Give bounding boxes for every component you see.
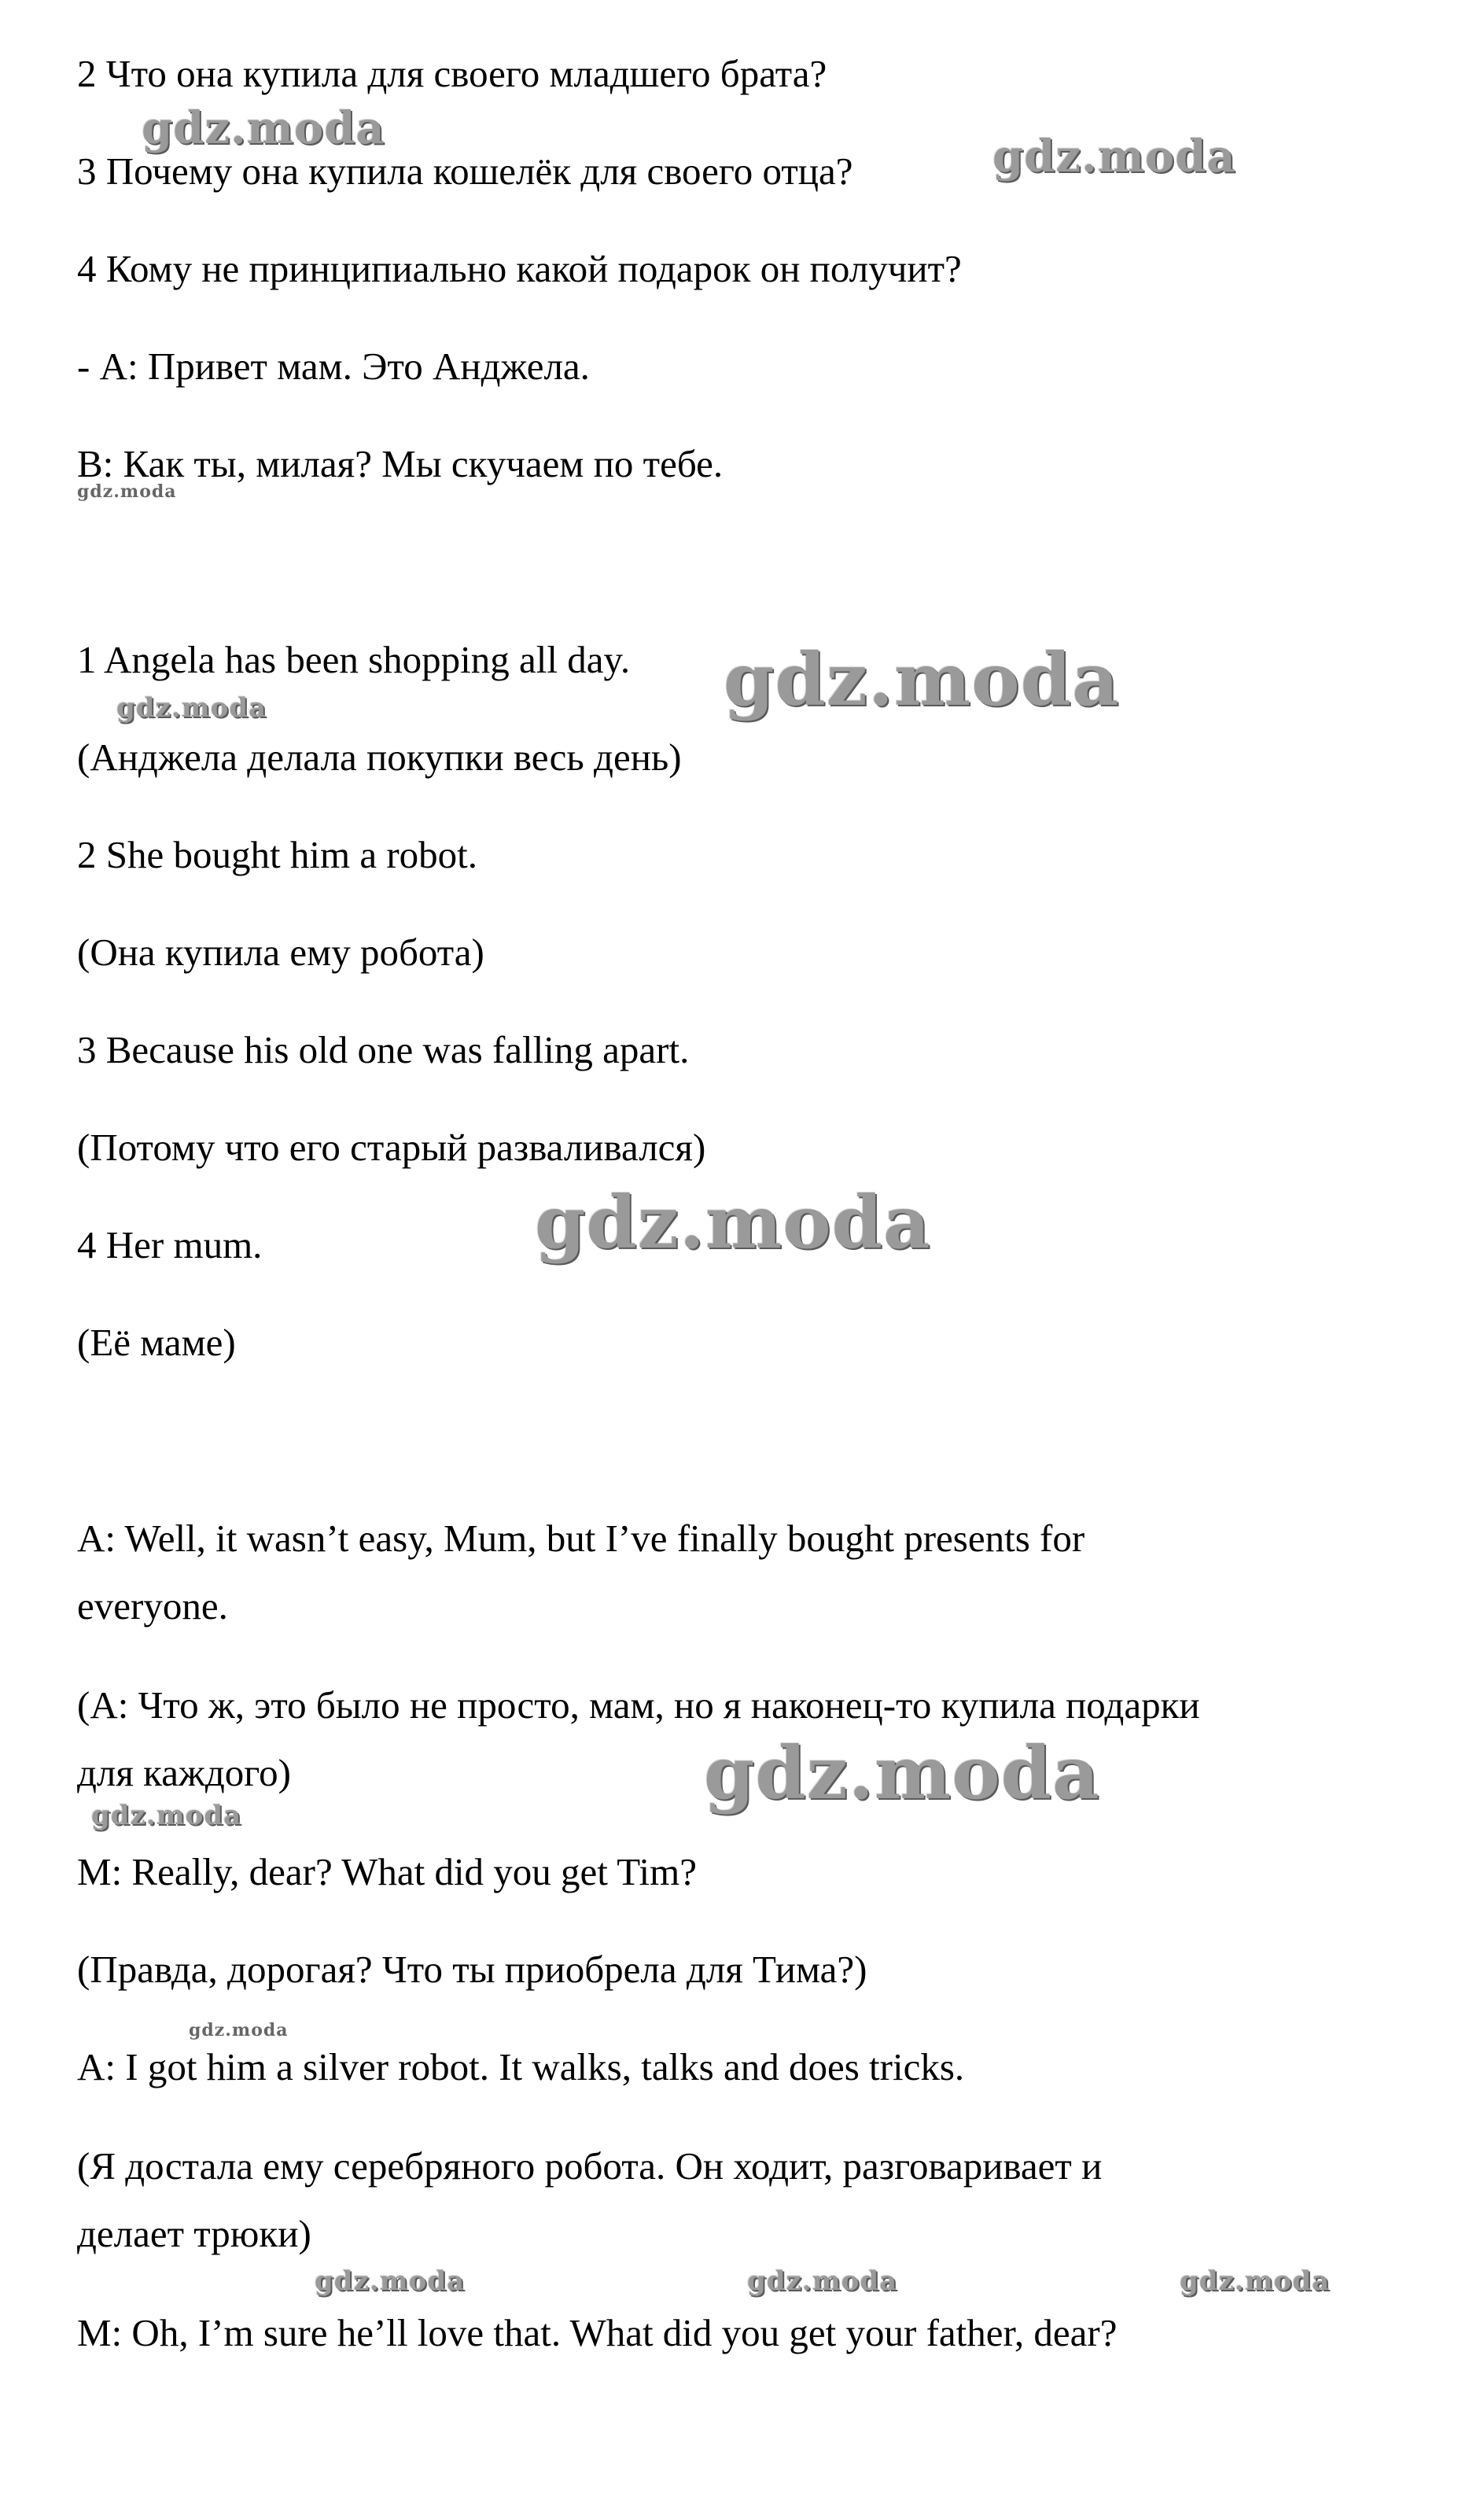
text-line: 2 Что она купила для своего младшего брата? (77, 52, 827, 95)
watermark: gdz.moda (724, 637, 1120, 722)
text-line: everyone. (77, 1584, 228, 1628)
text-line: для каждого) (77, 1751, 291, 1794)
text-line: 4 Кому не принципиально какой подарок он получит? (77, 247, 962, 290)
text-line: (Её маме) (77, 1321, 236, 1364)
text-line: (Я достала ему серебряного робота. Он ходит, разговаривает и (77, 2144, 1103, 2188)
watermark: gdz.moda (142, 102, 385, 154)
text-line: A: Well, it wasn’t easy, Mum, but I’ve finally bought presents for (77, 1517, 1085, 1560)
text-line: (Анджела делала покупки весь день) (77, 735, 682, 779)
text-line: делает трюки) (77, 2212, 311, 2255)
text-line: (Потому что его старый разваливался) (77, 1126, 706, 1169)
text-line: (А: Что ж, это было не просто, мам, но я наконец-то купила подарки (77, 1683, 1200, 1727)
text-line: 2 She bought him a robot. (77, 833, 478, 876)
text-line: - А: Привет мам. Это Анджела. (77, 345, 590, 388)
text-line: 1 Angela has been shopping all day. (77, 638, 631, 681)
watermark: gdz.moda (91, 1800, 242, 1831)
text-line: (Она купила ему робота) (77, 931, 484, 974)
text-line: M: Oh, I’m sure he’ll love that. What did you get your father, dear? (77, 2311, 1118, 2354)
watermark: gdz.moda (747, 2265, 898, 2297)
watermark: gdz.moda (116, 692, 267, 724)
text-line: 4 Her mum. (77, 1223, 263, 1266)
text-line: 3 Because his old one was falling apart. (77, 1028, 690, 1071)
text-line: M: Really, dear? What did you get Tim? (77, 1850, 697, 1893)
text-line: 3 Почему она купила кошелёк для своего отца? (77, 149, 853, 193)
watermark: gdz.moda (315, 2265, 466, 2297)
watermark: gdz.moda (1180, 2265, 1331, 2297)
text-line: A: I got him a silver robot. It walks, talks and does tricks. (77, 2045, 965, 2088)
watermark: gdz.moda (77, 481, 177, 502)
watermark: gdz.moda (189, 2020, 289, 2040)
watermark: gdz.moda (704, 1731, 1100, 1816)
watermark: gdz.moda (992, 131, 1236, 182)
text-line: (Правда, дорогая? Что ты приобрела для Тима?) (77, 1948, 867, 1991)
text-line: В: Как ты, милая? Мы скучаем по тебе. (77, 442, 724, 485)
watermark: gdz.moda (535, 1180, 931, 1265)
